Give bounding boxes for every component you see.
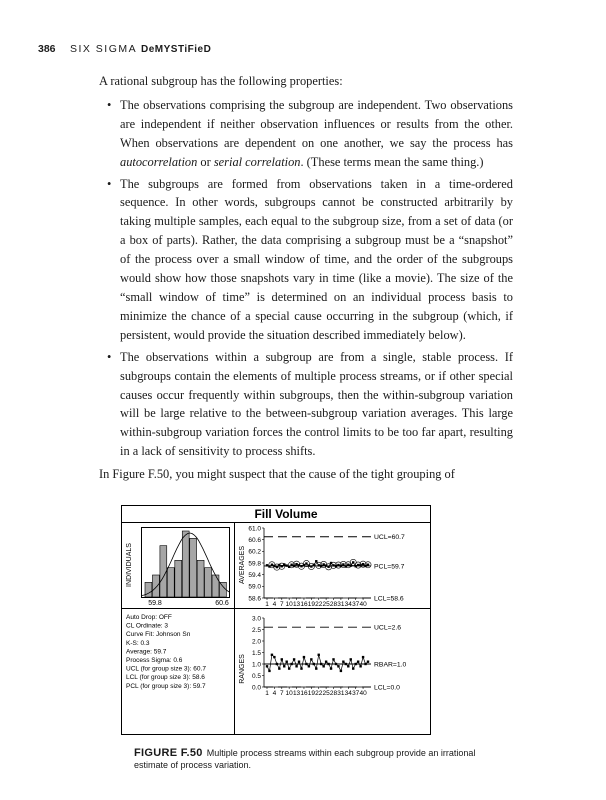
y-tick-label: 2.0 — [251, 638, 261, 646]
data-point — [273, 656, 275, 658]
data-point — [293, 658, 295, 660]
data-point — [359, 665, 361, 667]
figure-title: Fill Volume — [254, 507, 318, 521]
data-point — [347, 665, 349, 667]
stat-line: UCL (for group size 3): 60.7 — [126, 665, 206, 673]
data-point — [367, 661, 369, 663]
x-tick-label: 40 — [359, 690, 367, 697]
x-tick-label: 13 — [292, 601, 301, 608]
data-point — [281, 565, 283, 567]
x-tick-label: 31 — [337, 601, 345, 608]
control-limit-label: PCL=59.7 — [374, 563, 405, 571]
histogram-bar — [197, 560, 204, 597]
data-point — [354, 663, 356, 665]
y-tick-label: 60.2 — [248, 548, 261, 556]
histogram-xmin: 59.8 — [148, 600, 162, 607]
stat-line: Process Sigma: 0.6 — [126, 657, 183, 664]
data-point — [290, 564, 292, 566]
figure-caption — [134, 747, 494, 771]
data-point — [345, 663, 347, 665]
data-point — [268, 670, 270, 672]
histogram-bar — [145, 582, 152, 597]
data-point — [352, 561, 354, 563]
data-point — [300, 667, 302, 669]
series-title: SIX SIGMA — [69, 43, 137, 55]
data-point — [357, 661, 359, 663]
list-item-text: The observations comprising the subgroup are independent. Two observations are independent if neither observation influences or results from the other. When observations are dependent on one another, we say the process has — [120, 97, 513, 150]
caption-label: FIGURE F.50 — [134, 747, 203, 759]
x-tick-label: 16 — [300, 690, 308, 697]
histogram-bar — [167, 568, 174, 597]
data-point — [295, 563, 297, 565]
data-point — [322, 563, 324, 565]
data-point — [315, 560, 317, 562]
data-point — [318, 654, 320, 656]
italic-term: serial correlation — [213, 154, 301, 169]
stat-line: Curve Fit: Johnson Sn — [126, 631, 191, 639]
intro-paragraph: A rational subgroup has the following properties: — [99, 74, 343, 88]
closing-paragraph: In Figure F.50, you might suspect that the cause of the tight grouping of — [99, 467, 455, 482]
ranges-ylabel: RANGES — [239, 654, 246, 684]
data-point — [300, 565, 302, 567]
figure-f50 — [121, 505, 431, 740]
list-item — [107, 348, 513, 461]
data-point — [352, 667, 354, 669]
data-point — [305, 663, 307, 665]
page-number: 386 — [38, 43, 56, 55]
data-point — [305, 562, 307, 564]
histogram-bar — [205, 568, 212, 597]
control-chart-figure — [121, 505, 431, 735]
data-point — [276, 663, 278, 665]
y-tick-label: 61.0 — [248, 525, 261, 533]
data-point — [298, 661, 300, 663]
data-point — [327, 663, 329, 665]
control-limit-label: UCL=60.7 — [374, 534, 405, 542]
y-tick-label: 59.8 — [248, 560, 261, 568]
x-tick-label: 40 — [359, 601, 367, 608]
data-point — [318, 564, 320, 566]
control-limit-label: LCL=0.0 — [374, 684, 400, 692]
histogram-bar — [220, 582, 227, 597]
stat-line: LCL (for group size 3): 58.6 — [126, 674, 205, 682]
data-point — [271, 654, 273, 656]
list-item-text: or — [197, 154, 214, 169]
x-tick-label: 37 — [352, 601, 360, 608]
y-tick-label: 0.5 — [251, 672, 261, 680]
stat-line: PCL (for group size 3): 59.7 — [126, 682, 206, 690]
data-point — [332, 564, 334, 566]
data-point — [342, 661, 344, 663]
x-tick-label: 25 — [322, 690, 330, 697]
x-tick-label: 22 — [315, 601, 323, 608]
x-tick-label: 1 — [265, 601, 269, 608]
y-tick-label: 1.0 — [251, 661, 261, 669]
data-point — [342, 563, 344, 565]
x-tick-label: 4 — [272, 601, 277, 608]
stat-line: Auto Drop: OFF — [126, 614, 172, 621]
data-point — [266, 564, 268, 566]
data-point — [278, 667, 280, 669]
data-point — [283, 563, 285, 565]
data-point — [288, 667, 290, 669]
x-tick-label: 28 — [329, 690, 338, 697]
bullet-icon: • — [107, 97, 112, 112]
data-point — [335, 663, 337, 665]
x-tick-label: 10 — [285, 601, 293, 608]
y-tick-label: 59.0 — [248, 583, 261, 591]
y-tick-label: 60.6 — [248, 536, 261, 544]
y-tick-label: 0.0 — [251, 684, 261, 692]
data-point — [281, 658, 283, 660]
list-item — [107, 175, 513, 345]
x-tick-label: 7 — [279, 690, 284, 697]
control-limit-label: UCL=2.6 — [374, 624, 402, 632]
data-point — [325, 661, 327, 663]
histogram-bar — [182, 531, 189, 597]
x-tick-label: 10 — [285, 690, 293, 697]
x-tick-label: 4 — [272, 690, 277, 697]
stat-line: K-S: 0.3 — [126, 639, 150, 647]
y-tick-label: 2.5 — [251, 626, 261, 634]
data-point — [290, 663, 292, 665]
bullet-icon: • — [107, 349, 112, 364]
data-point — [310, 565, 312, 567]
data-point — [330, 667, 332, 669]
data-point — [327, 566, 329, 568]
control-limit-label: LCL=58.6 — [374, 595, 404, 603]
x-tick-label: 25 — [322, 601, 330, 608]
property-list — [107, 96, 513, 461]
data-point — [286, 564, 288, 566]
data-point — [322, 665, 324, 667]
y-tick-label: 58.6 — [248, 595, 261, 603]
list-item — [107, 96, 513, 172]
brand-title: DeMYSTiFieD — [140, 44, 212, 55]
y-tick-label: 3.0 — [251, 615, 261, 623]
list-item-text: The observations within a subgroup are from a single, stable process. If subgroups contain the elements of multiple process streams, or if other special causes occur frequently within subgroups, then the within-subgroup variation will be large relative to the between-subgroup variation averages. This large within-subgroup variation forces the control limits to be too far apart, resulting in a lack of sensitivity to process shifts. — [120, 349, 513, 459]
data-point — [320, 663, 322, 665]
histogram-ylabel: INDIVIDUALS — [126, 543, 133, 587]
data-point — [271, 564, 273, 566]
data-point — [340, 670, 342, 672]
data-point — [347, 564, 349, 566]
x-tick-label: 7 — [279, 601, 284, 608]
data-point — [362, 563, 364, 565]
x-tick-label: 22 — [315, 690, 323, 697]
running-header — [38, 43, 211, 55]
data-point — [362, 656, 364, 658]
x-tick-label: 37 — [352, 690, 360, 697]
y-tick-label: 59.4 — [248, 571, 261, 579]
control-limit-label: RBAR=1.0 — [374, 661, 407, 669]
list-item-text: . (These terms mean the same thing.) — [300, 154, 484, 169]
histogram-bar — [212, 575, 219, 597]
data-point — [332, 658, 334, 660]
histogram-bar — [152, 575, 159, 597]
stat-line: CL Ordinate: 3 — [126, 622, 169, 630]
data-point — [364, 663, 366, 665]
histogram-bar — [190, 538, 197, 597]
caption-text: Multiple process streams within each subgroup provide an irrational estimate of process variation. — [134, 748, 476, 770]
data-point — [313, 564, 315, 566]
x-tick-label: 13 — [292, 690, 301, 697]
data-point — [276, 566, 278, 568]
data-point — [310, 658, 312, 660]
x-tick-label: 19 — [307, 690, 315, 697]
y-tick-label: 1.5 — [251, 649, 261, 657]
data-point — [350, 658, 352, 660]
averages-ylabel: AVERAGES — [239, 546, 246, 584]
data-point — [286, 661, 288, 663]
histogram-xmax: 60.6 — [215, 600, 229, 607]
x-tick-label: 31 — [337, 690, 345, 697]
stat-line: Average: 59.7 — [126, 648, 167, 656]
data-point — [313, 663, 315, 665]
body-text — [99, 72, 513, 484]
data-point — [308, 665, 310, 667]
data-point — [337, 564, 339, 566]
data-point — [295, 665, 297, 667]
histogram-bar — [160, 546, 167, 597]
list-item-text: The subgroups are formed from observations taken in a time-ordered sequence. In other words, subgroups cannot be constructed arbitrarily by taking multiple samples, each equal to the subgroup size, from a set of data (or a box of parts). Rather, the data comprising a subgroup must be a “snapshot” of the process over a small window of time, and the order of the subgroups would show how those snapshots vary in time (like a movie). The size of the “small window of time” is determined on an individual process basis to minimize the chance of a special cause occurring in the subgroup (which, if persistent, would provide the situation described immediately below). — [120, 176, 513, 342]
data-point — [357, 564, 359, 566]
data-point — [303, 656, 305, 658]
x-tick-label: 34 — [344, 690, 352, 697]
data-point — [266, 665, 268, 667]
data-point — [367, 564, 369, 566]
x-tick-label: 16 — [300, 601, 308, 608]
histogram-bar — [175, 560, 182, 597]
italic-term: autocorrelation — [120, 154, 198, 169]
data-point — [315, 667, 317, 669]
data-point — [337, 665, 339, 667]
x-tick-label: 19 — [307, 601, 315, 608]
data-point — [283, 665, 285, 667]
x-tick-label: 34 — [344, 601, 352, 608]
bullet-icon: • — [107, 176, 112, 191]
x-tick-label: 1 — [265, 690, 269, 697]
x-tick-label: 28 — [329, 601, 338, 608]
